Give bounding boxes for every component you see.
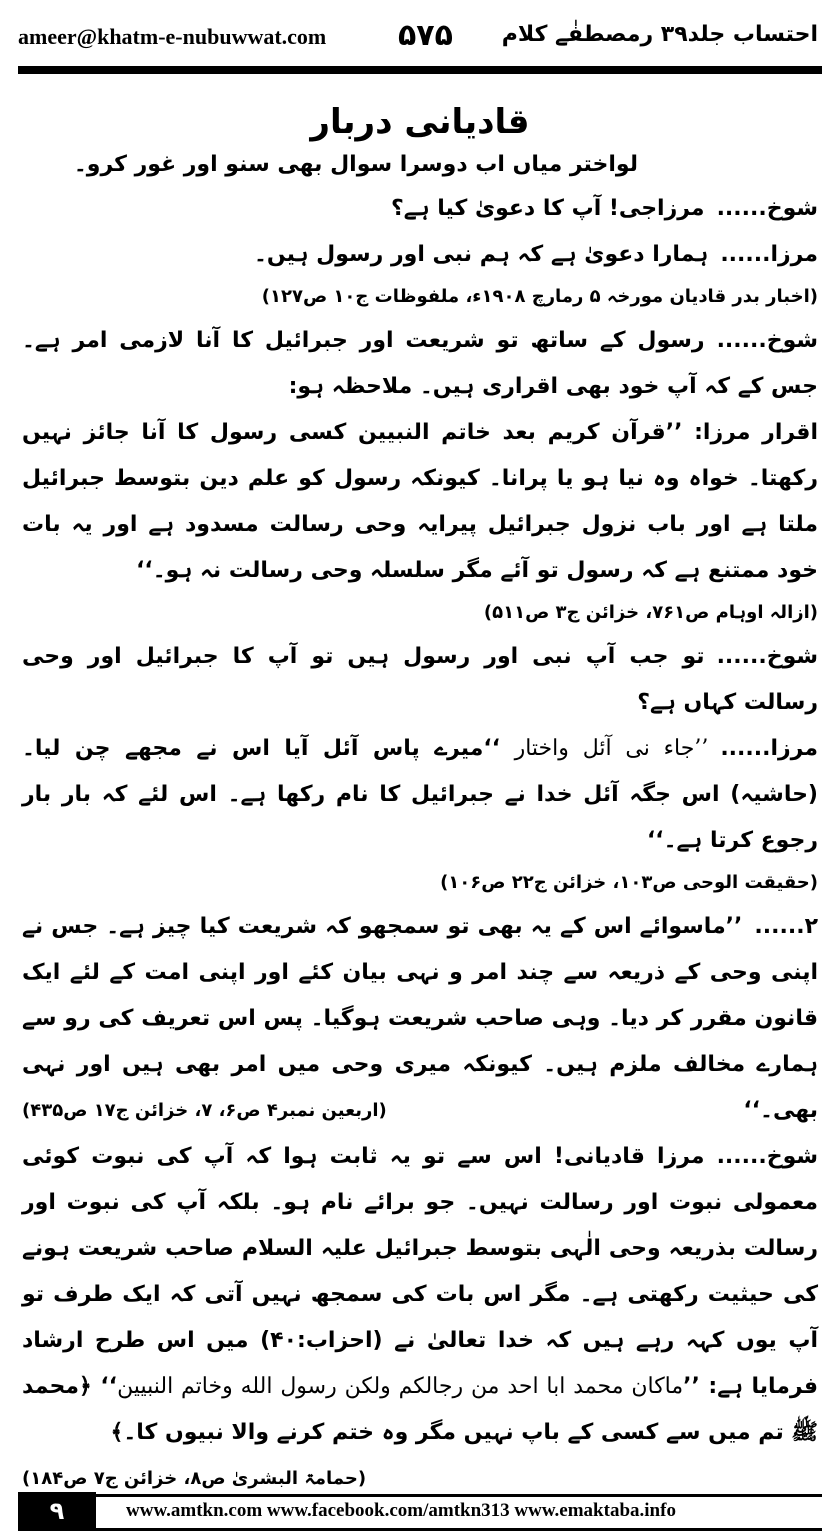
reference-3: (حقیقت الوحی ص۱۰۳، خزائن ج۲۲ ص۱۰۶) — [440, 872, 818, 893]
page-header — [14, 14, 826, 64]
speaker-label: مرزا...... — [720, 242, 818, 267]
speaker-label: شوخ...... — [716, 1144, 818, 1169]
reference-1: (اخبار بدر قادیان مورخہ ۵ رمارچ ۱۹۰۸ء، ملفوظات ج۱۰ ص۱۲۷) — [261, 286, 818, 307]
header-book-title: احتساب جلد۳۹ رمصطفٰے کلام — [501, 22, 818, 47]
quote-1: اقرار مرزا: ’’قرآن کریم بعد خاتم النبیین کسی رسول کا آنا جائز نہیں رکھتا۔ خواہ وہ نیا ہو یا پرانا۔ کیونکہ رسول کو علم دین بتوسط جبرائیل ملتا ہے اور باب نزول جبرائیل پیرایہ وحی رسالت مسدود ہے اور یہ بات خود ممتنع ہے کہ رسول تو آئے مگر سلسلہ وحی رسالت نہ ہو۔‘‘ — [22, 420, 818, 583]
section-title: قادیانی دربار — [310, 102, 530, 142]
reference-2: (ازالہ اوہام ص۷۶۱، خزائن ج۳ ص۵۱۱) — [483, 602, 818, 623]
paragraph-text-cont: ‘‘ ﴿محمد ﷺ تم میں سے کسی کے باپ نہیں مگر وہ ختم کرنے والا نبیوں کا۔﴾ — [22, 1374, 818, 1445]
dialogue-line-1 — [22, 186, 818, 232]
dialogue-line-2 — [22, 232, 818, 278]
paragraph-3 — [22, 634, 818, 726]
paragraph-5 — [22, 904, 818, 1134]
paragraph-4 — [22, 726, 818, 864]
intro-line: لواختر میاں اب دوسرا سوال بھی سنو اور غور کرو۔ — [73, 152, 638, 177]
footer-links: www.amtkn.com www.facebook.com/amtkn313 www.emaktaba.info — [126, 1500, 676, 1521]
paragraph-text: رسول کے ساتھ تو شریعت اور جبرائیل کا آنا لازمی امر ہے۔ جس کے کہ آپ خود بھی اقراری ہیں۔ ملاحظہ ہو: — [22, 328, 818, 399]
header-email: ameer@khatm-e-nubuwwat.com — [18, 24, 327, 49]
speaker-label: شوخ...... — [716, 328, 818, 353]
document-body — [22, 96, 818, 1502]
paragraph-text: تو جب آپ نبی اور رسول ہیں تو آپ کا جبرائیل اور وحی رسالت کہاں ہے؟ — [22, 644, 818, 715]
footer-rule-top — [18, 1494, 822, 1497]
page-footer — [18, 1494, 822, 1534]
speaker-label: شوخ...... — [716, 196, 818, 221]
reference-4: (اربعین نمبر۴ ص۶، ۷، خزائن ج۱۷ ص۴۳۵) — [22, 1100, 387, 1121]
arabic-phrase: ’’جاء نی آئل واختار — [514, 736, 709, 761]
footer-page-number: ۹ — [18, 1492, 96, 1530]
speaker-label: مرزا...... — [720, 736, 818, 761]
dialogue-text: مرزاجی! آپ کا دعویٰ کیا ہے؟ — [391, 196, 705, 221]
paragraph-text: مرزا قادیانی! اس سے تو یہ ثابت ہوا کہ آپ کی نبوت کوئی معمولی نبوت اور رسالت نہیں۔ جو برائے نام ہو۔ بلکہ آپ کی نبوت اور رسالت بذریعہ وحی الٰہی بتوسط جبرائیل علیہ السلام صاحب شریعت ہونے کی حیثیت رکھتی ہے۔ مگر اس بات کی سمجھ نہیں آتی کہ ایک طرف تو آپ یوں کہہ رہے ہیں کہ خدا تعالیٰ نے (احزاب:۴۰) میں اس طرح ارشاد فرمایا ہے: ’’ — [22, 1144, 818, 1399]
arabic-verse: ماکان محمد ابا احد من رجالکم ولکن رسول الله وخاتم النبیین — [117, 1374, 684, 1399]
header-rule — [18, 66, 822, 74]
footer-rule-bottom — [18, 1528, 822, 1531]
paragraph-text: ’’ماسوائے اس کے یہ بھی تو سمجھو کہ شریعت کیا چیز ہے۔ جس نے اپنی وحی کے ذریعہ سے چند امر و نہی بیان کئے اور اپنی امت کے لئے ایک قانون مقرر کر دیا۔ وہی صاحب شریعت ہوگیا۔ پس اس تعریف کی رو سے ہمارے مخالف ملزم ہیں۔ کیونکہ میری وحی میں امر بھی ہیں اور نہی بھی۔‘‘ — [22, 914, 818, 1123]
header-page-number: ۵۷۵ — [398, 18, 453, 53]
speaker-label: شوخ...... — [716, 644, 818, 669]
paragraph-2 — [22, 318, 818, 410]
paragraph-6 — [22, 1134, 818, 1489]
dialogue-text: ہمارا دعویٰ ہے کہ ہم نبی اور رسول ہیں۔ — [253, 242, 709, 267]
reference-5: (حمامۃ البشریٰ ص۸، خزائن ج۷ ص۱۸۴) — [22, 1468, 367, 1489]
paragraph-number: ۲...... — [754, 914, 818, 939]
paragraph-text: ‘‘میرے پاس آئل آیا اس نے مجھے چن لیا۔ (حاشیہ) اس جگہ آئل خدا نے جبرائیل کا نام رکھا ہے۔ اس لئے کہ بار بار رجوع کرتا ہے۔‘‘ — [22, 736, 818, 853]
